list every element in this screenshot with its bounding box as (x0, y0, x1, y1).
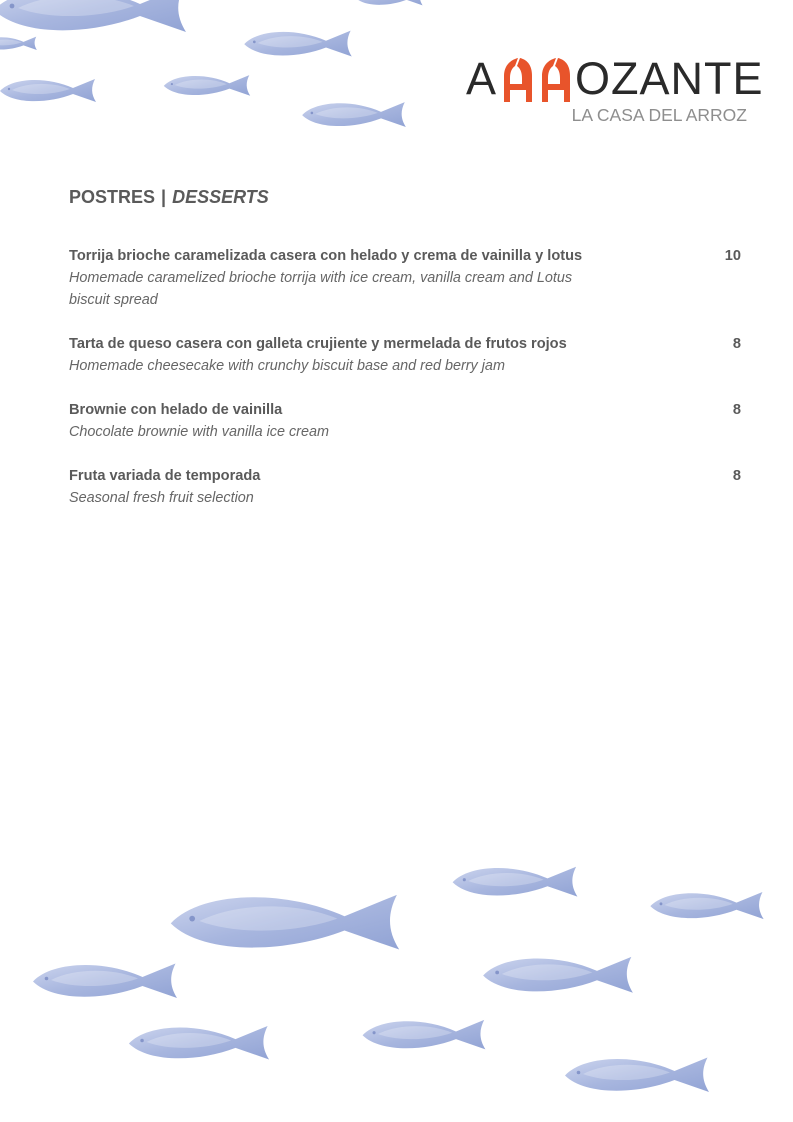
menu-item-price: 8 (732, 402, 741, 418)
menu-item-description: Seasonal fresh fruit selection (69, 490, 254, 506)
fish-icon (171, 895, 399, 950)
fish-icon (0, 37, 37, 50)
dessert-menu-list (69, 245, 741, 531)
brand-name-right: OZANTE (575, 53, 764, 104)
fish-icon (355, 0, 422, 5)
menu-item-price: 10 (724, 248, 741, 264)
fish-bottom-group (33, 867, 764, 1092)
menu-item-price: 8 (732, 336, 741, 352)
menu-item (69, 465, 741, 509)
fish-icon (0, 0, 186, 32)
menu-item (69, 333, 741, 377)
menu-item-price: 8 (732, 468, 741, 484)
fish-icon (244, 31, 352, 57)
fish-icon (129, 1026, 269, 1060)
fish-icon (33, 964, 177, 999)
menu-item-name: Torrija brioche caramelizada casera con helado y crema de vainilla y lotus (69, 248, 583, 264)
section-title-en: DESSERTS (172, 187, 269, 207)
menu-item-name: Fruta variada de temporada (69, 468, 261, 484)
lobster-icon (498, 54, 576, 104)
section-title (69, 186, 269, 208)
menu-item-description: Homemade cheesecake with crunchy biscuit base and red berry jam (69, 358, 505, 374)
fish-top-group (0, 0, 423, 127)
fish-icon (0, 79, 96, 102)
fish-icon (650, 892, 763, 919)
menu-item-description: Chocolate brownie with vanilla ice cream (69, 424, 329, 440)
menu-item (69, 399, 741, 443)
section-title-es: POSTRES (69, 187, 156, 207)
menu-item-name: Brownie con helado de vainilla (69, 402, 283, 418)
menu-item-name: Tarta de queso casera con galleta crujiente y mermelada de frutos rojos (69, 336, 567, 352)
fish-icon (453, 867, 578, 897)
fish-icon (164, 75, 250, 96)
menu-item (69, 245, 741, 311)
brand-logo (466, 50, 764, 128)
fish-icon (302, 102, 406, 127)
section-title-separator: | (161, 187, 167, 207)
menu-item-description: Homemade caramelized brioche torrija with ice cream, vanilla cream and Lotus biscuit spread (69, 270, 573, 308)
fish-icon (363, 1020, 486, 1049)
fish-icon (483, 957, 633, 993)
brand-name-left: A (466, 53, 498, 104)
fish-icon (565, 1058, 709, 1093)
brand-tagline: LA CASA DEL ARROZ (571, 105, 747, 125)
